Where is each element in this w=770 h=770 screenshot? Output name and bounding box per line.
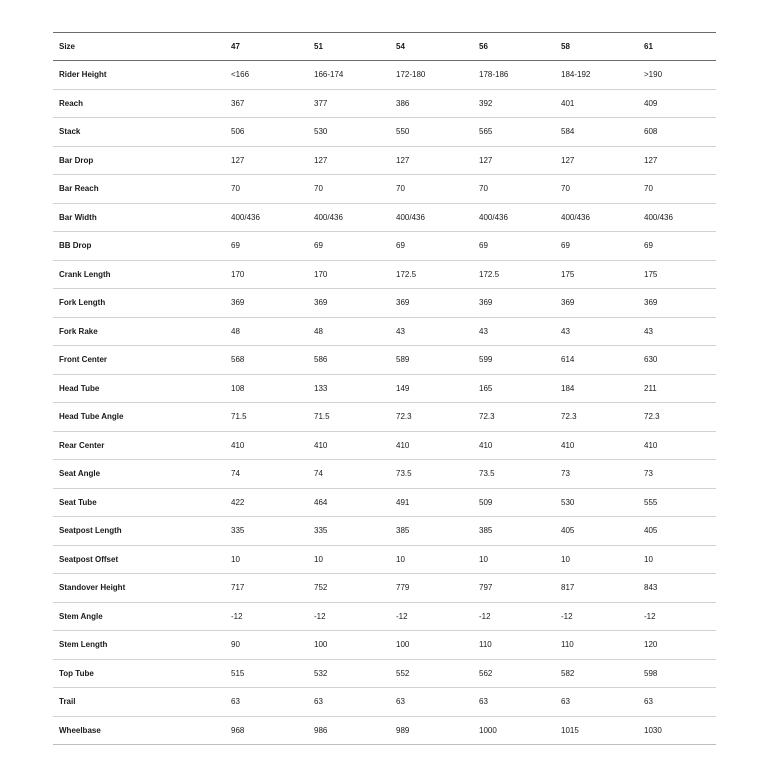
- table-cell: 69: [308, 232, 390, 261]
- table-cell: 717: [225, 574, 308, 603]
- table-cell: 968: [225, 716, 308, 745]
- table-cell: 599: [473, 346, 555, 375]
- row-label: Fork Length: [53, 289, 225, 318]
- geometry-table-container: [53, 32, 716, 745]
- table-header: [53, 33, 716, 61]
- row-label: Bar Reach: [53, 175, 225, 204]
- table-cell: 178-186: [473, 61, 555, 90]
- table-cell: 172.5: [473, 260, 555, 289]
- table-cell: -12: [555, 602, 638, 631]
- table-body: [53, 61, 716, 745]
- row-label: Stem Angle: [53, 602, 225, 631]
- row-label: Rear Center: [53, 431, 225, 460]
- table-cell: 149: [390, 374, 473, 403]
- table-cell: 369: [308, 289, 390, 318]
- table-cell: 73: [638, 460, 716, 489]
- table-row: [53, 289, 716, 318]
- table-cell: 608: [638, 118, 716, 147]
- table-cell: 410: [225, 431, 308, 460]
- table-cell: 172.5: [390, 260, 473, 289]
- table-cell: 120: [638, 631, 716, 660]
- table-cell: >190: [638, 61, 716, 90]
- table-cell: 410: [638, 431, 716, 460]
- table-cell: 532: [308, 659, 390, 688]
- table-row: [53, 688, 716, 717]
- table-cell: 369: [225, 289, 308, 318]
- row-label: Head Tube: [53, 374, 225, 403]
- table-cell: 108: [225, 374, 308, 403]
- table-cell: 10: [308, 545, 390, 574]
- table-cell: 817: [555, 574, 638, 603]
- table-cell: 100: [308, 631, 390, 660]
- table-cell: 72.3: [390, 403, 473, 432]
- table-row: [53, 346, 716, 375]
- table-cell: 335: [225, 517, 308, 546]
- table-cell: 598: [638, 659, 716, 688]
- table-row: [53, 545, 716, 574]
- table-cell: 582: [555, 659, 638, 688]
- table-cell: 72.3: [555, 403, 638, 432]
- row-label: Rider Height: [53, 61, 225, 90]
- row-label: Bar Width: [53, 203, 225, 232]
- table-row: [53, 488, 716, 517]
- table-cell: 515: [225, 659, 308, 688]
- table-cell: 464: [308, 488, 390, 517]
- row-label: Crank Length: [53, 260, 225, 289]
- table-row: [53, 659, 716, 688]
- table-row: [53, 631, 716, 660]
- table-row: [53, 716, 716, 745]
- table-cell: <166: [225, 61, 308, 90]
- table-cell: 589: [390, 346, 473, 375]
- table-cell: 100: [390, 631, 473, 660]
- table-cell: 752: [308, 574, 390, 603]
- row-label: Trail: [53, 688, 225, 717]
- table-row: [53, 403, 716, 432]
- table-cell: 555: [638, 488, 716, 517]
- table-cell: 377: [308, 89, 390, 118]
- table-cell: 127: [390, 146, 473, 175]
- table-cell: 63: [555, 688, 638, 717]
- row-label: BB Drop: [53, 232, 225, 261]
- table-row: [53, 61, 716, 90]
- table-cell: 1030: [638, 716, 716, 745]
- table-row: [53, 260, 716, 289]
- table-cell: 400/436: [225, 203, 308, 232]
- table-cell: 410: [473, 431, 555, 460]
- table-cell: 69: [473, 232, 555, 261]
- table-cell: 614: [555, 346, 638, 375]
- table-cell: 43: [473, 317, 555, 346]
- size-header-cell: 54: [390, 33, 473, 61]
- table-cell: 369: [390, 289, 473, 318]
- table-cell: 562: [473, 659, 555, 688]
- table-cell: 550: [390, 118, 473, 147]
- table-row: [53, 602, 716, 631]
- size-header-cell: 61: [638, 33, 716, 61]
- header-row: [53, 33, 716, 61]
- table-cell: 170: [308, 260, 390, 289]
- table-cell: 392: [473, 89, 555, 118]
- table-cell: 405: [555, 517, 638, 546]
- table-cell: 405: [638, 517, 716, 546]
- table-cell: 10: [473, 545, 555, 574]
- table-cell: 166-174: [308, 61, 390, 90]
- table-cell: 491: [390, 488, 473, 517]
- row-label: Bar Drop: [53, 146, 225, 175]
- row-label: Head Tube Angle: [53, 403, 225, 432]
- table-cell: 552: [390, 659, 473, 688]
- table-cell: 584: [555, 118, 638, 147]
- table-cell: 630: [638, 346, 716, 375]
- table-cell: 63: [638, 688, 716, 717]
- table-cell: 127: [225, 146, 308, 175]
- table-cell: -12: [473, 602, 555, 631]
- row-label: Seat Tube: [53, 488, 225, 517]
- table-cell: 400/436: [638, 203, 716, 232]
- row-label: Stem Length: [53, 631, 225, 660]
- table-cell: 10: [638, 545, 716, 574]
- table-row: [53, 118, 716, 147]
- table-cell: 779: [390, 574, 473, 603]
- table-cell: 1000: [473, 716, 555, 745]
- table-cell: 369: [638, 289, 716, 318]
- row-label: Seatpost Length: [53, 517, 225, 546]
- table-cell: 165: [473, 374, 555, 403]
- table-cell: 70: [555, 175, 638, 204]
- table-cell: 127: [638, 146, 716, 175]
- table-cell: 43: [638, 317, 716, 346]
- table-row: [53, 203, 716, 232]
- table-cell: 797: [473, 574, 555, 603]
- table-cell: 385: [473, 517, 555, 546]
- table-cell: 530: [308, 118, 390, 147]
- table-cell: 211: [638, 374, 716, 403]
- table-row: [53, 460, 716, 489]
- table-cell: 400/436: [473, 203, 555, 232]
- table-row: [53, 517, 716, 546]
- size-header-cell: 51: [308, 33, 390, 61]
- size-header-cell: 58: [555, 33, 638, 61]
- table-cell: 175: [555, 260, 638, 289]
- table-cell: 127: [308, 146, 390, 175]
- table-cell: 530: [555, 488, 638, 517]
- size-header-cell: 56: [473, 33, 555, 61]
- table-cell: 1015: [555, 716, 638, 745]
- table-cell: 986: [308, 716, 390, 745]
- row-label: Standover Height: [53, 574, 225, 603]
- table-cell: 63: [390, 688, 473, 717]
- row-label: Stack: [53, 118, 225, 147]
- table-cell: 409: [638, 89, 716, 118]
- table-cell: 48: [308, 317, 390, 346]
- table-cell: 400/436: [308, 203, 390, 232]
- table-cell: 70: [638, 175, 716, 204]
- table-cell: 73.5: [390, 460, 473, 489]
- table-cell: 422: [225, 488, 308, 517]
- table-cell: 70: [473, 175, 555, 204]
- table-cell: 71.5: [225, 403, 308, 432]
- table-row: [53, 374, 716, 403]
- table-cell: 506: [225, 118, 308, 147]
- table-cell: 43: [390, 317, 473, 346]
- table-cell: 70: [225, 175, 308, 204]
- table-cell: 72.3: [473, 403, 555, 432]
- table-cell: 843: [638, 574, 716, 603]
- table-row: [53, 232, 716, 261]
- table-cell: -12: [308, 602, 390, 631]
- table-cell: 386: [390, 89, 473, 118]
- table-cell: 400/436: [390, 203, 473, 232]
- table-cell: 369: [473, 289, 555, 318]
- table-cell: -12: [390, 602, 473, 631]
- table-cell: 72.3: [638, 403, 716, 432]
- table-row: [53, 317, 716, 346]
- table-row: [53, 146, 716, 175]
- table-cell: 989: [390, 716, 473, 745]
- table-cell: 369: [555, 289, 638, 318]
- table-cell: 71.5: [308, 403, 390, 432]
- row-label: Top Tube: [53, 659, 225, 688]
- table-cell: 175: [638, 260, 716, 289]
- table-cell: 69: [555, 232, 638, 261]
- table-cell: 74: [308, 460, 390, 489]
- table-cell: 184: [555, 374, 638, 403]
- table-cell: 568: [225, 346, 308, 375]
- table-cell: -12: [225, 602, 308, 631]
- table-cell: 410: [390, 431, 473, 460]
- table-cell: 110: [555, 631, 638, 660]
- row-label: Seat Angle: [53, 460, 225, 489]
- size-header-cell: 47: [225, 33, 308, 61]
- table-cell: 400/436: [555, 203, 638, 232]
- row-label: Seatpost Offset: [53, 545, 225, 574]
- table-cell: 73: [555, 460, 638, 489]
- table-row: [53, 431, 716, 460]
- geometry-table: [53, 32, 716, 745]
- table-cell: 335: [308, 517, 390, 546]
- table-cell: 410: [308, 431, 390, 460]
- table-cell: 10: [555, 545, 638, 574]
- table-cell: 127: [473, 146, 555, 175]
- table-cell: 70: [308, 175, 390, 204]
- table-cell: 43: [555, 317, 638, 346]
- table-row: [53, 175, 716, 204]
- table-cell: 565: [473, 118, 555, 147]
- table-cell: 110: [473, 631, 555, 660]
- table-cell: 69: [638, 232, 716, 261]
- table-cell: 63: [473, 688, 555, 717]
- table-cell: 385: [390, 517, 473, 546]
- row-label: Fork Rake: [53, 317, 225, 346]
- table-cell: 367: [225, 89, 308, 118]
- row-label: Front Center: [53, 346, 225, 375]
- table-cell: 127: [555, 146, 638, 175]
- table-cell: 184-192: [555, 61, 638, 90]
- table-cell: 69: [390, 232, 473, 261]
- table-cell: 509: [473, 488, 555, 517]
- table-cell: 63: [308, 688, 390, 717]
- table-cell: 73.5: [473, 460, 555, 489]
- table-cell: 10: [225, 545, 308, 574]
- table-row: [53, 89, 716, 118]
- table-cell: 10: [390, 545, 473, 574]
- table-cell: 410: [555, 431, 638, 460]
- table-cell: 133: [308, 374, 390, 403]
- row-label: Wheelbase: [53, 716, 225, 745]
- table-cell: 401: [555, 89, 638, 118]
- table-cell: -12: [638, 602, 716, 631]
- table-row: [53, 574, 716, 603]
- table-cell: 69: [225, 232, 308, 261]
- table-cell: 90: [225, 631, 308, 660]
- table-cell: 74: [225, 460, 308, 489]
- table-cell: 170: [225, 260, 308, 289]
- table-cell: 70: [390, 175, 473, 204]
- table-cell: 48: [225, 317, 308, 346]
- table-cell: 586: [308, 346, 390, 375]
- table-cell: 172-180: [390, 61, 473, 90]
- size-header-label: Size: [53, 33, 225, 61]
- row-label: Reach: [53, 89, 225, 118]
- table-cell: 63: [225, 688, 308, 717]
